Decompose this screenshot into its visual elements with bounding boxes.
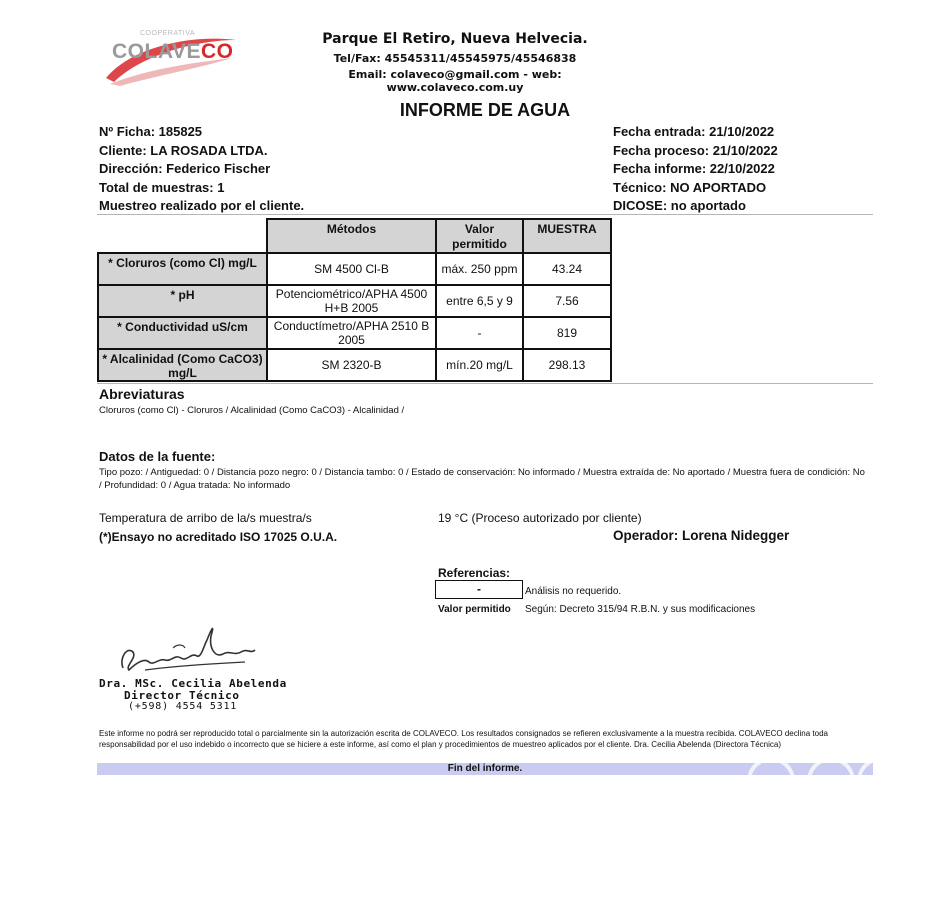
row-allowed: máx. 250 ppm bbox=[436, 253, 523, 285]
operator: Operador: Lorena Nidegger bbox=[613, 528, 790, 543]
row-allowed: entre 6,5 y 9 bbox=[436, 285, 523, 317]
row-allowed: - bbox=[436, 317, 523, 349]
accreditation-note: (*)Ensayo no acreditado ISO 17025 O.U.A. bbox=[99, 530, 338, 544]
row-param: * pH bbox=[98, 285, 267, 317]
col-header-muestra: MUESTRA bbox=[523, 219, 611, 253]
source-title: Datos de la fuente: bbox=[99, 449, 216, 464]
row-param: * Alcalinidad (Como CaCO3) mg/L bbox=[98, 349, 267, 381]
header-phones: Tel/Fax: 45545311/45545975/45546838 bbox=[333, 52, 577, 65]
signer-name: Dra. MSc. Cecilia Abelenda bbox=[99, 677, 287, 690]
table-row bbox=[98, 253, 611, 285]
table-row bbox=[98, 317, 611, 349]
logo-word-right: CO bbox=[200, 40, 234, 63]
row-allowed: mín.20 mg/L bbox=[436, 349, 523, 381]
table-header-row bbox=[98, 219, 611, 253]
references-dash-desc: Análisis no requerido. bbox=[525, 586, 622, 597]
results-table bbox=[97, 218, 612, 382]
table-corner bbox=[98, 219, 267, 253]
abbreviations-text: Cloruros (como Cl) - Cloruros / Alcalinidad (Como CaCO3) - Alcalinidad / bbox=[99, 405, 405, 416]
temperature-value: 19 °C (Proceso autorizado por cliente) bbox=[438, 511, 642, 525]
sampling-note: Muestreo realizado por el cliente. bbox=[99, 198, 305, 213]
ficha-number: Nº Ficha: 185825 bbox=[99, 124, 203, 139]
header-address: Parque El Retiro, Nueva Helvecia. bbox=[322, 31, 588, 47]
divider bbox=[97, 214, 873, 215]
row-method: SM 2320-B bbox=[267, 349, 436, 381]
logo-small-text: COOPERATIVA bbox=[140, 30, 196, 37]
row-sample: 43.24 bbox=[523, 253, 611, 285]
references-valor-label: Valor permitido bbox=[438, 604, 511, 615]
colaveco-logo bbox=[100, 28, 240, 86]
date-process: Fecha proceso: 21/10/2022 bbox=[613, 143, 778, 158]
source-text: Tipo pozo: / Antiguedad: 0 / Distancia pozo negro: 0 / Distancia tambo: 0 / Estado de conservación: No informado / Muestra extraída de: No aportado / Muestra fuera de condición: No / Profundidad: 0 / Agua tratada: No informado bbox=[99, 467, 865, 491]
logo-word-left: COLAVE bbox=[112, 40, 201, 63]
signature-image bbox=[115, 618, 265, 680]
references-valor-desc: Según: Decreto 315/94 R.B.N. y sus modificaciones bbox=[525, 604, 756, 615]
table-row bbox=[98, 285, 611, 317]
report-title: INFORME DE AGUA bbox=[399, 100, 571, 120]
date-entry: Fecha entrada: 21/10/2022 bbox=[613, 124, 775, 139]
header-email: Email: colaveco@gmail.com - web: www.colaveco.com.uy bbox=[348, 68, 562, 94]
disclaimer: Este informe no podrá ser reproducido total o parcialmente sin la autorización escrita de COLAVECO. Los resultados consignados se refieren exclusivamente a la muestra recibida. COLAVECO declina toda responsabilidad por el uso indebido o incorrecto que se hiciere a este informe, así como el plan y procedimientos de muestreo aplicados por el cliente. Dra. Cecilia Abelenda (Directora Técnica) bbox=[99, 729, 828, 749]
client-address: Dirección: Federico Fischer bbox=[99, 161, 271, 176]
dicose: DICOSE: no aportado bbox=[613, 198, 746, 213]
date-report: Fecha informe: 22/10/2022 bbox=[613, 161, 775, 176]
row-method: SM 4500 Cl-B bbox=[267, 253, 436, 285]
col-header-metodos: Métodos bbox=[267, 219, 436, 253]
row-param: * Cloruros (como Cl) mg/L bbox=[98, 253, 267, 285]
row-param: * Conductividad uS/cm bbox=[98, 317, 267, 349]
row-method: Potenciométrico/APHA 4500 H+B 2005 bbox=[267, 285, 436, 317]
logo-wordmark bbox=[112, 40, 233, 64]
references-dash-box: - bbox=[435, 580, 523, 599]
row-sample: 819 bbox=[523, 317, 611, 349]
temperature-label: Temperatura de arribo de la/s muestra/s bbox=[99, 511, 312, 525]
row-sample: 7.56 bbox=[523, 285, 611, 317]
abbreviations-title: Abreviaturas bbox=[99, 386, 185, 402]
col-header-valor: Valor permitido bbox=[436, 219, 523, 253]
signer-phone: (+598) 4554 5311 bbox=[128, 701, 238, 712]
technician: Técnico: NO APORTADO bbox=[613, 180, 767, 195]
divider bbox=[97, 383, 873, 384]
table-row bbox=[98, 349, 611, 381]
signer-role: Director Técnico bbox=[124, 689, 240, 702]
references-title: Referencias: bbox=[438, 566, 511, 580]
row-sample: 298.13 bbox=[523, 349, 611, 381]
end-of-report: Fin del informe. bbox=[447, 763, 523, 774]
row-method: Conductímetro/APHA 2510 B 2005 bbox=[267, 317, 436, 349]
client-name: Cliente: LA ROSADA LTDA. bbox=[99, 143, 268, 158]
sample-total: Total de muestras: 1 bbox=[99, 180, 225, 195]
